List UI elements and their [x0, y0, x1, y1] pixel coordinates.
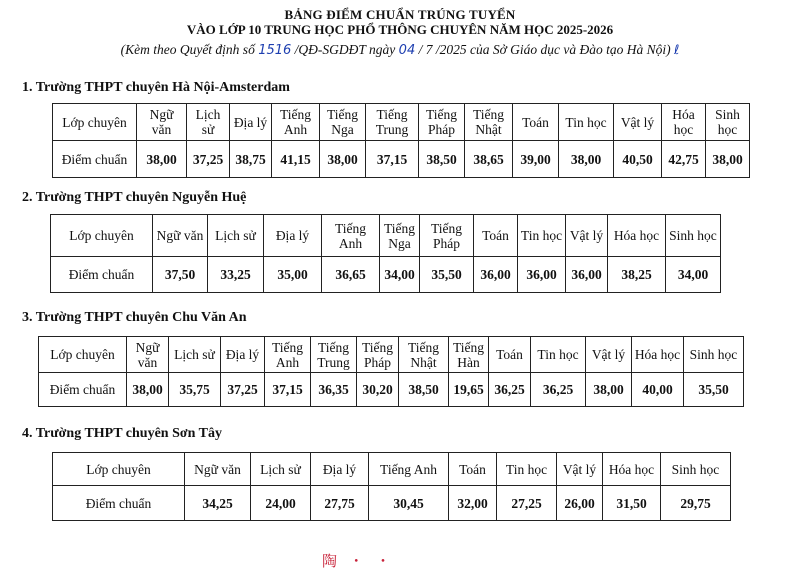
- score-cell: 38,00: [559, 141, 614, 178]
- subject-cell: Tin học: [531, 337, 586, 373]
- score-cell: 35,50: [684, 373, 744, 407]
- subject-cell: Tiếng Trung: [366, 104, 419, 141]
- score-cell: 29,75: [661, 486, 731, 521]
- subject-cell: Hóa học: [603, 453, 661, 486]
- subject-cell: Sinh học: [666, 215, 721, 257]
- score-cell: 36,25: [489, 373, 531, 407]
- decision-prefix: (Kèm theo Quyết định số: [120, 42, 255, 57]
- score-row: [53, 486, 731, 521]
- row-label: Điểm chuẩn: [53, 141, 137, 178]
- score-cell: 33,25: [208, 257, 264, 293]
- subject-row: [39, 337, 744, 373]
- subject-cell: Tiếng Nga: [320, 104, 366, 141]
- score-cell: 36,65: [322, 257, 380, 293]
- subject-cell: Tiếng Nga: [380, 215, 420, 257]
- score-row: [53, 141, 750, 178]
- document-subtitle: VÀO LỚP 10 TRUNG HỌC PHỔ THÔNG CHUYÊN NĂM HỌC 2025-2026: [186, 22, 614, 37]
- subject-cell: Vật lý: [614, 104, 662, 141]
- decision-suffix: / 7 /2025 của Sở Giáo dục và Đào tạo Hà Nội): [418, 42, 671, 57]
- subject-cell: Tiếng Nhật: [465, 104, 513, 141]
- score-cell: 30,20: [357, 373, 399, 407]
- subject-row: [53, 104, 750, 141]
- score-cell: 40,50: [614, 141, 662, 178]
- decision-day: 04: [398, 43, 416, 58]
- subject-cell: Tiếng Pháp: [420, 215, 474, 257]
- subject-cell: Hóa học: [662, 104, 706, 141]
- score-cell: 27,25: [497, 486, 557, 521]
- score-row: [39, 373, 744, 407]
- row-label: Lớp chuyên: [39, 337, 127, 373]
- score-cell: 37,25: [221, 373, 265, 407]
- subject-cell: Toán: [449, 453, 497, 486]
- subject-cell: Vật lý: [586, 337, 632, 373]
- initial-mark: ℓ: [674, 43, 680, 58]
- score-cell: 38,65: [465, 141, 513, 178]
- score-cell: 38,00: [127, 373, 169, 407]
- subject-cell: Sinh học: [661, 453, 731, 486]
- decision-mid: /QĐ-SGDĐT ngày: [294, 42, 396, 57]
- row-label: Điểm chuẩn: [39, 373, 127, 407]
- score-cell: 24,00: [251, 486, 311, 521]
- score-cell: 38,75: [230, 141, 272, 178]
- subject-cell: Sinh học: [706, 104, 750, 141]
- score-cell: 38,50: [399, 373, 449, 407]
- score-cell: 35,50: [420, 257, 474, 293]
- row-label: Điểm chuẩn: [51, 257, 153, 293]
- subject-cell: Tin học: [497, 453, 557, 486]
- score-cell: 30,45: [369, 486, 449, 521]
- row-label: Lớp chuyên: [51, 215, 153, 257]
- subject-cell: Tiếng Anh: [272, 104, 320, 141]
- subject-cell: Tiếng Trung: [311, 337, 357, 373]
- subject-cell: Lịch sử: [187, 104, 230, 141]
- score-cell: 36,25: [531, 373, 586, 407]
- subject-cell: Tiếng Anh: [322, 215, 380, 257]
- score-cell: 19,65: [449, 373, 489, 407]
- subject-cell: Toán: [489, 337, 531, 373]
- score-cell: 36,00: [566, 257, 608, 293]
- score-cell: 34,25: [185, 486, 251, 521]
- subject-cell: Địa lý: [221, 337, 265, 373]
- score-cell: 37,50: [153, 257, 208, 293]
- subject-cell: Lịch sử: [169, 337, 221, 373]
- subject-cell: Lịch sử: [251, 453, 311, 486]
- subject-cell: Tiếng Anh: [369, 453, 449, 486]
- school-heading-2: 2. Trường THPT chuyên Nguyễn Huệ: [22, 190, 247, 205]
- row-label: Điểm chuẩn: [53, 486, 185, 521]
- score-cell: 27,75: [311, 486, 369, 521]
- document-title: BẢNG ĐIỂM CHUẨN TRÚNG TUYỂN: [284, 7, 516, 22]
- score-cell: 37,25: [187, 141, 230, 178]
- score-cell: 37,15: [366, 141, 419, 178]
- subject-cell: Hóa học: [632, 337, 684, 373]
- subject-cell: Vật lý: [557, 453, 603, 486]
- score-table-1: [52, 103, 750, 178]
- score-cell: 38,50: [419, 141, 465, 178]
- score-cell: 40,00: [632, 373, 684, 407]
- score-table-2: [50, 214, 721, 293]
- subject-cell: Toán: [474, 215, 518, 257]
- subject-cell: Ngữ văn: [127, 337, 169, 373]
- score-table-4: [52, 452, 731, 521]
- school-heading-3: 3. Trường THPT chuyên Chu Văn An: [22, 310, 247, 325]
- subject-cell: Ngữ văn: [185, 453, 251, 486]
- score-cell: 41,15: [272, 141, 320, 178]
- subject-cell: Hóa học: [608, 215, 666, 257]
- score-cell: 34,00: [380, 257, 420, 293]
- score-cell: 26,00: [557, 486, 603, 521]
- score-cell: 38,00: [586, 373, 632, 407]
- score-cell: 38,00: [320, 141, 366, 178]
- decision-number: 1516: [258, 43, 292, 58]
- score-cell: 37,15: [265, 373, 311, 407]
- subject-cell: Sinh học: [684, 337, 744, 373]
- decision-reference: [0, 42, 800, 58]
- score-cell: 32,00: [449, 486, 497, 521]
- school-heading-4: 4. Trường THPT chuyên Sơn Tây: [22, 426, 223, 441]
- subject-cell: Vật lý: [566, 215, 608, 257]
- score-cell: 36,00: [474, 257, 518, 293]
- subject-cell: Lịch sử: [208, 215, 264, 257]
- subject-row: [53, 453, 731, 486]
- score-cell: 36,00: [518, 257, 566, 293]
- score-cell: 36,35: [311, 373, 357, 407]
- score-row: [51, 257, 721, 293]
- subject-cell: Tin học: [559, 104, 614, 141]
- row-label: Lớp chuyên: [53, 453, 185, 486]
- subject-cell: Tiếng Pháp: [419, 104, 465, 141]
- score-table-3: [38, 336, 744, 407]
- subject-cell: Tin học: [518, 215, 566, 257]
- subject-cell: Tiếng Anh: [265, 337, 311, 373]
- subject-cell: Toán: [513, 104, 559, 141]
- score-cell: 38,25: [608, 257, 666, 293]
- score-cell: 39,00: [513, 141, 559, 178]
- score-cell: 35,75: [169, 373, 221, 407]
- score-cell: 35,00: [264, 257, 322, 293]
- subject-cell: Địa lý: [311, 453, 369, 486]
- score-cell: 38,00: [137, 141, 187, 178]
- school-heading-1: 1. Trường THPT chuyên Hà Nội-Amsterdam: [22, 80, 290, 95]
- subject-cell: Ngữ văn: [137, 104, 187, 141]
- red-stamp-fragment: 陶 ・ ・: [322, 554, 395, 570]
- subject-cell: Địa lý: [230, 104, 272, 141]
- subject-cell: Tiếng Hàn: [449, 337, 489, 373]
- subject-cell: Ngữ văn: [153, 215, 208, 257]
- row-label: Lớp chuyên: [53, 104, 137, 141]
- subject-cell: Tiếng Pháp: [357, 337, 399, 373]
- score-cell: 31,50: [603, 486, 661, 521]
- score-cell: 42,75: [662, 141, 706, 178]
- score-cell: 38,00: [706, 141, 750, 178]
- subject-cell: Tiếng Nhật: [399, 337, 449, 373]
- subject-cell: Địa lý: [264, 215, 322, 257]
- subject-row: [51, 215, 721, 257]
- score-cell: 34,00: [666, 257, 721, 293]
